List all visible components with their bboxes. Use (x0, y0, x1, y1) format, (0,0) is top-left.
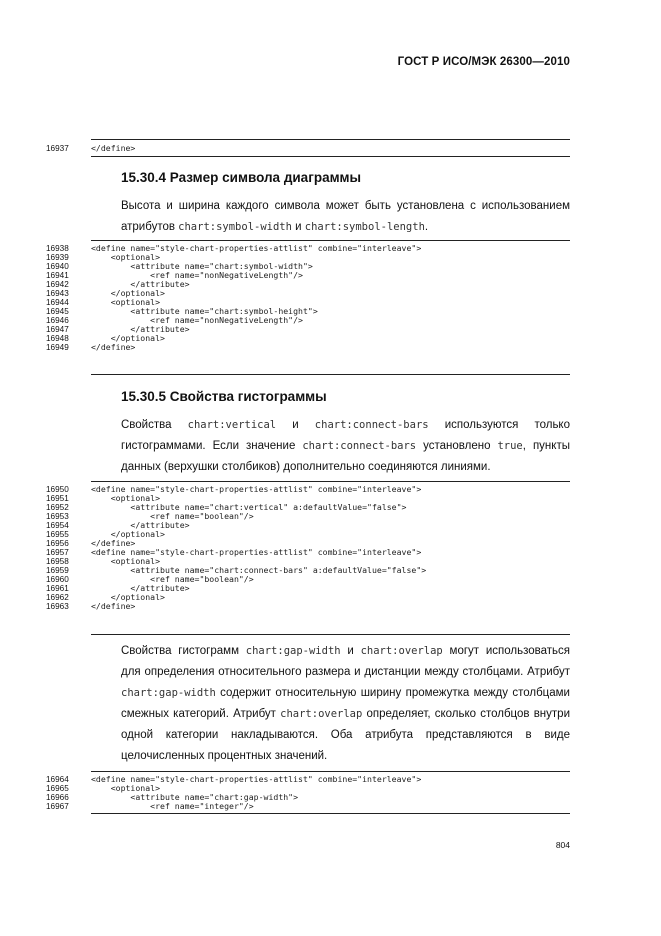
code-line: <define name="style-chart-properties-attlist" combine="interleave"> (91, 774, 422, 784)
code-listing (91, 775, 570, 811)
line-number: 16949 (46, 343, 69, 352)
code-term: chart:symbol-length (304, 221, 425, 233)
code-term: chart:vertical (187, 419, 277, 431)
text: . (424, 221, 429, 233)
code-line: <optional> (91, 493, 161, 503)
code-term: chart:symbol-width (178, 221, 292, 233)
text: и (340, 645, 361, 657)
line-number: 16967 (46, 802, 69, 811)
code-line: <attribute name="chart:symbol-height"> (91, 306, 318, 316)
line-number: 16961 (46, 584, 69, 593)
section-heading-symbol-size: 15.30.4 Размер символа диаграммы (121, 170, 362, 185)
text: Свойства (121, 419, 188, 431)
line-number: 16945 (46, 307, 69, 316)
code-line: <ref name="nonNegativeLength"/> (91, 270, 303, 280)
paragraph-bar-properties (91, 415, 570, 478)
code-line: <optional> (91, 252, 161, 262)
code-block-bottom-rule (91, 634, 570, 635)
line-number: 16963 (46, 602, 69, 611)
code-line: </attribute> (91, 583, 190, 593)
line-number: 16965 (46, 784, 69, 793)
line-number: 16942 (46, 280, 69, 289)
line-number: 16948 (46, 334, 69, 343)
section-heading-bar-properties: 15.30.5 Свойства гистограммы (121, 389, 327, 404)
line-number: 16946 (46, 316, 69, 325)
line-number: 16941 (46, 271, 69, 280)
code-listing (91, 144, 570, 153)
text: и (276, 419, 315, 431)
page-number: 804 (555, 840, 570, 850)
line-number: 16940 (46, 262, 69, 271)
code-block-bottom-rule (91, 156, 570, 157)
code-term: chart:gap-width (121, 687, 216, 699)
code-term: chart:overlap (280, 708, 363, 720)
line-number: 16953 (46, 512, 69, 521)
code-line: <define name="style-chart-properties-attlist" combine="interleave"> (91, 547, 422, 557)
line-number: 16959 (46, 566, 69, 575)
line-number: 16955 (46, 530, 69, 539)
code-term: chart:overlap (360, 645, 443, 657)
text: используются только гистограммами. Если значение (121, 419, 570, 452)
code-line: <attribute name="chart:connect-bars" a:defaultValue="false"> (91, 565, 427, 575)
line-number: 16954 (46, 521, 69, 530)
line-number: 16938 (46, 244, 69, 253)
code-block-top-rule (91, 771, 570, 772)
code-line: <ref name="nonNegativeLength"/> (91, 315, 303, 325)
code-line: </define> (91, 601, 136, 611)
code-line: <optional> (91, 297, 161, 307)
line-number: 16950 (46, 485, 69, 494)
paragraph-symbol-size (91, 196, 570, 238)
code-line: </define> (91, 143, 136, 153)
code-listing (91, 485, 570, 611)
code-line: </attribute> (91, 520, 190, 530)
code-block-top-rule (91, 139, 570, 140)
code-line: <attribute name="chart:gap-width"> (91, 792, 299, 802)
line-numbers (46, 485, 82, 611)
code-line: <ref name="boolean"/> (91, 511, 254, 521)
code-line: <optional> (91, 556, 161, 566)
code-line: <ref name="integer"/> (91, 801, 254, 811)
code-term: chart:connect-bars (302, 440, 417, 452)
code-term: chart:gap-width (245, 645, 341, 657)
line-number: 16943 (46, 289, 69, 298)
code-line: </optional> (91, 529, 165, 539)
line-number: 16957 (46, 548, 69, 557)
document-header: ГОСТ Р ИСО/МЭК 26300—2010 (397, 56, 570, 68)
code-line: </optional> (91, 333, 165, 343)
text: установлено (416, 440, 498, 452)
text: Свойства гистограмм (121, 645, 246, 657)
code-block-top-rule (91, 481, 570, 482)
line-numbers (46, 144, 82, 153)
code-line: <ref name="boolean"/> (91, 574, 254, 584)
line-number: 16966 (46, 793, 69, 802)
line-number: 16944 (46, 298, 69, 307)
code-block-bottom-rule (91, 374, 570, 375)
line-numbers (46, 775, 82, 811)
line-number: 16951 (46, 494, 69, 503)
code-line: <optional> (91, 783, 161, 793)
text: , пункты данных (верхушки столбиков) дополнительно соединяются линиями. (121, 440, 570, 473)
code-term: chart:connect-bars (314, 419, 429, 431)
code-line: <attribute name="chart:vertical" a:defaultValue="false"> (91, 502, 407, 512)
line-number: 16962 (46, 593, 69, 602)
line-number: 16960 (46, 575, 69, 584)
code-line: <define name="style-chart-properties-attlist" combine="interleave"> (91, 484, 422, 494)
text: определяет, сколько столбцов внутри одной категории накладываются. Оба атрибута представляются в виде целочисленных процентных значений. (121, 708, 570, 762)
code-listing (91, 244, 570, 352)
code-line: </attribute> (91, 279, 190, 289)
code-block-bottom-rule (91, 813, 570, 814)
line-number: 16947 (46, 325, 69, 334)
code-term: true (497, 440, 523, 452)
line-number: 16937 (46, 144, 69, 153)
code-line: </optional> (91, 592, 165, 602)
code-line: </optional> (91, 288, 165, 298)
code-line: <define name="style-chart-properties-attlist" combine="interleave"> (91, 243, 422, 253)
text: содержит относительную ширину промежутка между столбцами смежных категорий. Атрибут (121, 687, 570, 720)
code-block-top-rule (91, 240, 570, 241)
code-line: </define> (91, 538, 136, 548)
text: и (291, 221, 305, 233)
text: Высота и ширина каждого символа может быть установлена с использованием атрибутов (121, 200, 570, 233)
line-numbers (46, 244, 82, 352)
line-number: 16964 (46, 775, 69, 784)
code-line: <attribute name="chart:symbol-width"> (91, 261, 313, 271)
line-number: 16939 (46, 253, 69, 262)
text: могут использоваться для определения относительного размера и дистанции между столбцами. Атрибут (121, 645, 570, 678)
code-line: </attribute> (91, 324, 190, 334)
paragraph-gap-overlap (91, 641, 570, 767)
line-number: 16956 (46, 539, 69, 548)
line-number: 16958 (46, 557, 69, 566)
line-number: 16952 (46, 503, 69, 512)
code-line: </define> (91, 342, 136, 352)
